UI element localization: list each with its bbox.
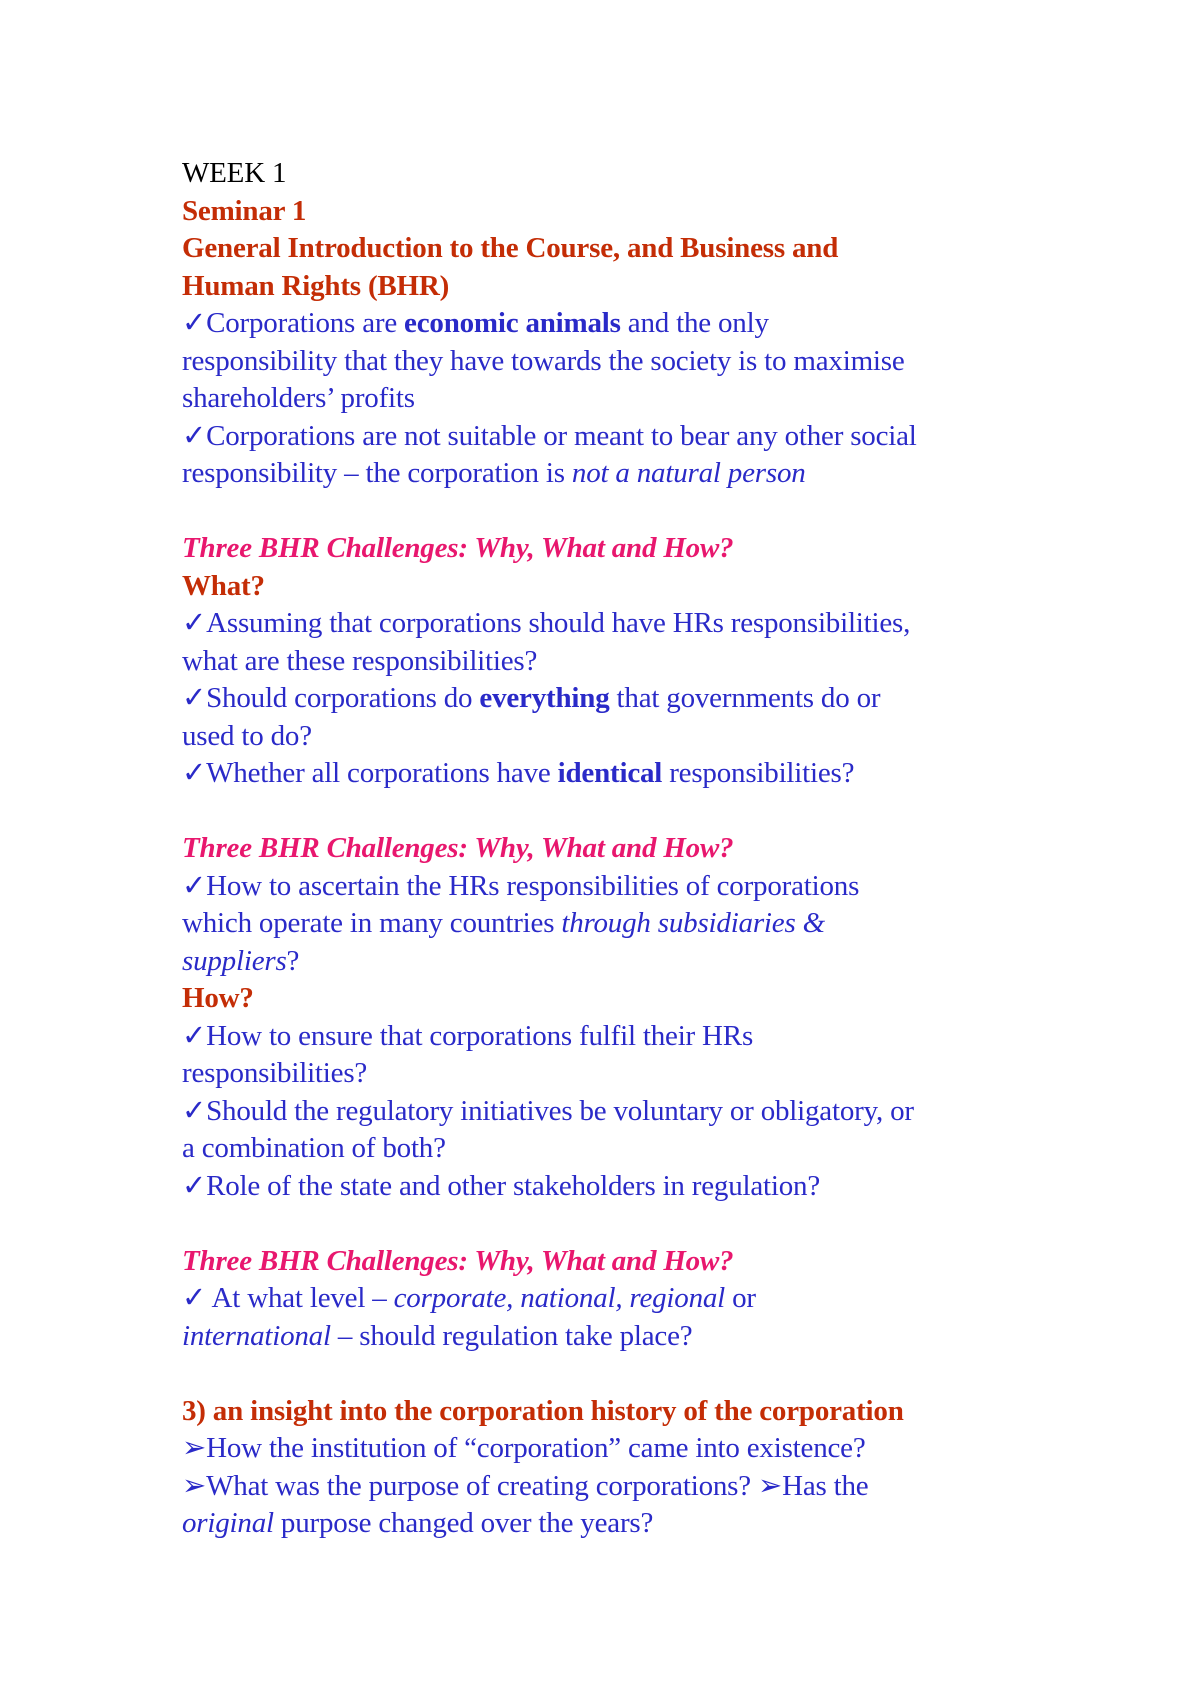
text-run: and the only [620, 307, 769, 339]
checkmark-icon: ✓ [182, 1169, 207, 1202]
checkmark-icon: ✓ [182, 682, 207, 714]
text-line [182, 1318, 1062, 1356]
checkmark-icon: ✓ [182, 1282, 207, 1314]
bullet-line [182, 1018, 1062, 1056]
text-run: which operate in many countries [182, 907, 562, 939]
text-run: Assuming that corporations should have HRs responsibilities, [206, 607, 911, 639]
text-line: shareholders’ profits [182, 382, 415, 414]
text-line [182, 1505, 1062, 1543]
italic-text-run: suppliers [182, 944, 287, 977]
checkmark-icon: ✓ [182, 869, 207, 902]
arrow-bullet-icon: ➢ [182, 1469, 207, 1502]
italic-text-run: corporate, national, regional [393, 1282, 726, 1314]
text-run: responsibility – the corporation is [182, 457, 572, 489]
bullet-line [182, 868, 1062, 906]
section-heading-what: What? [182, 569, 265, 602]
text-run: that governments do or [609, 682, 881, 714]
text-line: responsibility that they have towards the society is to maximise [182, 344, 905, 377]
blank-line [182, 493, 1062, 531]
section-heading-how: How? [182, 982, 254, 1014]
bullet-line [182, 418, 1062, 456]
checkmark-icon: ✓ [182, 1094, 207, 1127]
bullet-line [182, 605, 1062, 643]
section-heading-history: 3) an insight into the corporation history of the corporation [182, 1394, 904, 1427]
text-line: a combination of both? [182, 1132, 446, 1164]
italic-text-run: through subsidiaries & [561, 907, 825, 939]
text-run: Corporations are [206, 307, 405, 339]
section-subtitle: Three BHR Challenges: Why, What and How? [182, 832, 734, 864]
week-label: WEEK 1 [182, 157, 287, 189]
checkmark-icon: ✓ [182, 607, 207, 639]
blank-line [182, 1355, 1062, 1393]
checkmark-icon: ✓ [182, 307, 207, 339]
italic-text-run: original [182, 1507, 274, 1539]
text-run: How the institution of “corporation” came into existence? [206, 1432, 866, 1464]
text-run: Role of the state and other stakeholders in regulation? [206, 1169, 821, 1202]
text-line: what are these responsibilities? [182, 644, 538, 677]
italic-text-run: not a natural person [571, 457, 806, 489]
text-run: Corporations are not suitable or meant to bear any other social [206, 419, 917, 452]
arrow-bullet-icon: ➢ [757, 1469, 783, 1502]
bullet-line [182, 1280, 1062, 1318]
italic-text-run: international [182, 1319, 331, 1352]
text-run: or [725, 1282, 756, 1314]
text-run: How to ensure that corporations fulfil their HRs [206, 1019, 754, 1052]
text-line [182, 455, 1062, 493]
bold-text-run: identical [557, 757, 663, 789]
arrow-bullet-icon: ➢ [182, 1432, 207, 1464]
text-run: Should corporations do [206, 682, 480, 714]
seminar-title-line-2: Human Rights (BHR) [182, 269, 450, 302]
blank-line [182, 793, 1062, 831]
document-body [182, 155, 1062, 1543]
bullet-line [182, 1093, 1062, 1131]
text-run: – should regulation take place? [330, 1319, 693, 1352]
section-subtitle: Three BHR Challenges: Why, What and How? [182, 1244, 734, 1277]
bullet-line [182, 1168, 1062, 1206]
text-run: Whether all corporations have [206, 757, 558, 789]
text-line: used to do? [182, 719, 312, 752]
text-run: purpose changed over the years? [273, 1507, 654, 1539]
bold-text-run: economic animals [404, 307, 621, 339]
arrow-bullet-line [182, 1468, 1062, 1506]
text-run: responsibilities? [662, 757, 855, 789]
text-line [182, 943, 1062, 981]
bold-text-run: everything [479, 682, 610, 714]
bullet-line [182, 755, 1062, 793]
text-run: How to ascertain the HRs responsibilities of corporations [206, 869, 860, 902]
text-run: Should the regulatory initiatives be voluntary or obligatory, or [206, 1094, 914, 1127]
checkmark-icon: ✓ [182, 419, 207, 452]
arrow-bullet-line [182, 1430, 1062, 1468]
text-run: Has the [782, 1469, 869, 1502]
text-run: What was the purpose of creating corporations? [206, 1469, 758, 1502]
seminar-title-line-1: General Introduction to the Course, and Business and [182, 232, 839, 264]
bullet-line [182, 680, 1062, 718]
text-run: ? [286, 944, 300, 977]
text-line [182, 905, 1062, 943]
section-subtitle: Three BHR Challenges: Why, What and How? [182, 532, 734, 564]
text-run: At what level – [206, 1282, 394, 1314]
text-line: responsibilities? [182, 1057, 368, 1089]
seminar-label: Seminar 1 [182, 194, 307, 227]
blank-line [182, 1205, 1062, 1243]
bullet-line [182, 305, 1062, 343]
checkmark-icon: ✓ [182, 757, 207, 789]
checkmark-icon: ✓ [182, 1019, 207, 1052]
